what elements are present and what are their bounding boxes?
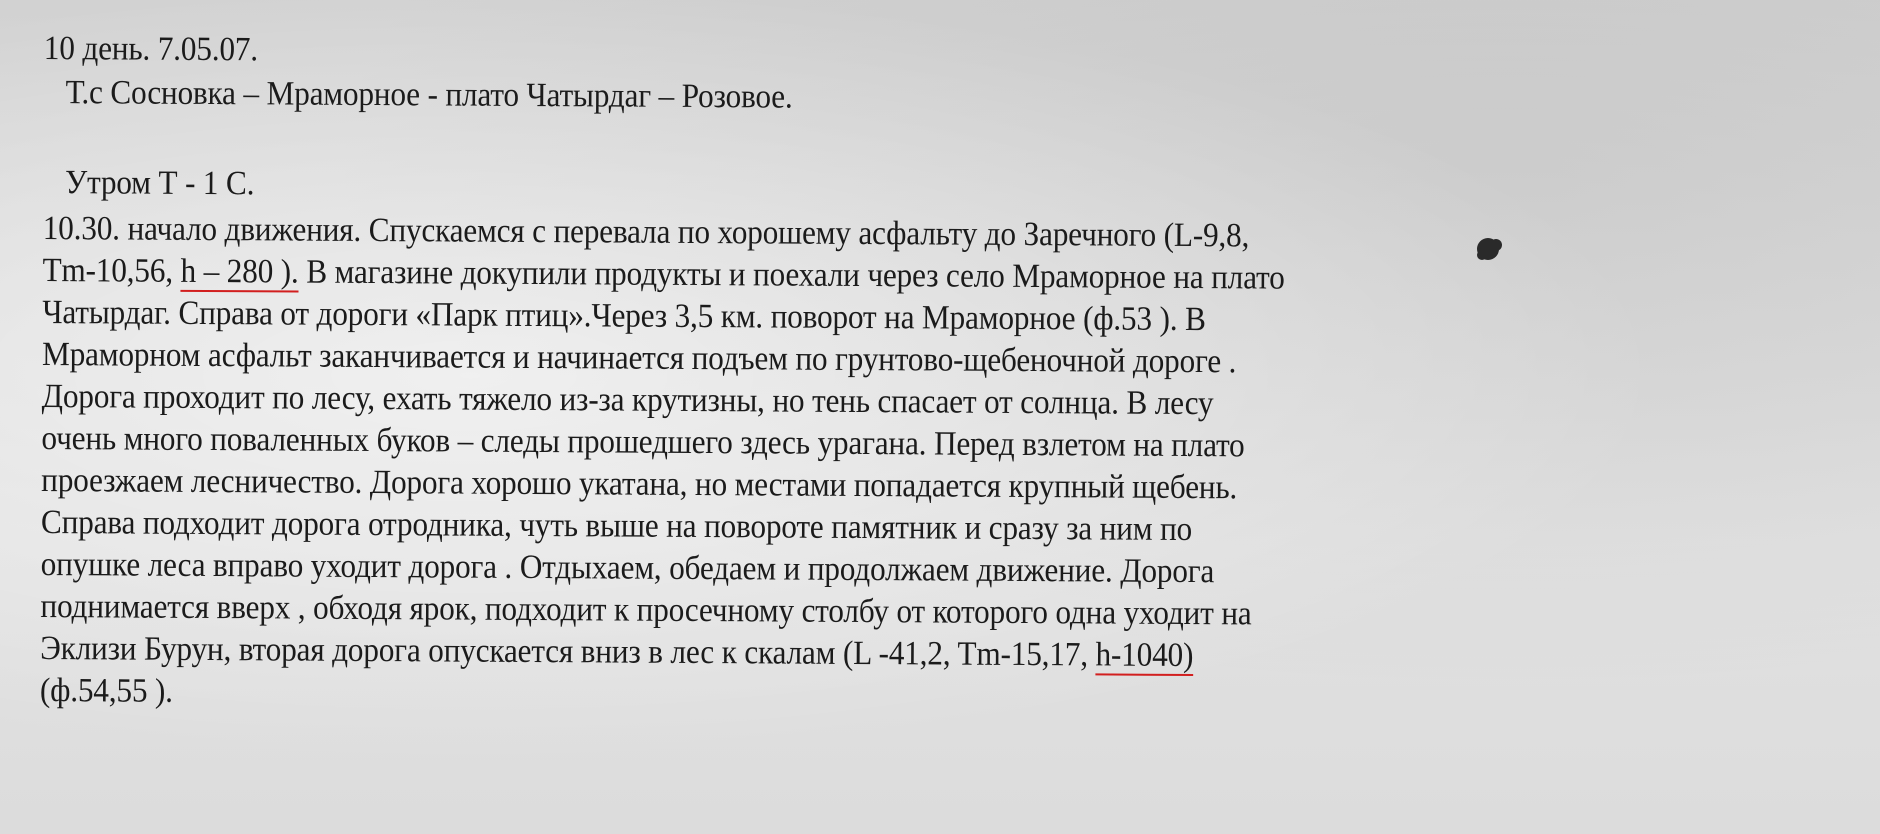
paragraph-line: проезжаем лесничество. Дорога хорошо укатана, но местами попадается крупный щебень. — [41, 461, 1238, 507]
morning-temperature: Утром Т - 1 С. — [64, 164, 255, 203]
paragraph-line: Чатырдаг. Справа от дороги «Парк птиц».Через 3,5 км. поворот на Мраморное (ф.53 ). В — [42, 293, 1206, 339]
highlighted-altitude-280: h – 280 ). — [180, 252, 299, 291]
paragraph-line: (ф.54,55 ). — [39, 671, 173, 710]
ink-blot — [1477, 238, 1499, 260]
paragraph-line: опушке леса вправо уходит дорога . Отдыхаем, обедаем и продолжаем движение. Дорога — [40, 545, 1215, 591]
highlighted-altitude-1040: h-1040) — [1095, 636, 1194, 675]
paragraph-line: 10.30. начало движения. Спускаемся с перевала по хорошему асфальту до Заречного (L-9,8, — [42, 209, 1250, 255]
paragraph-line: Tm-10,56, h – 280 ). В магазине докупили продукты и поехали через село Мраморное на плато — [42, 251, 1285, 297]
document-text — [40, 28, 1834, 723]
paragraph-line: Справа подходит дорога отродника, чуть выше на повороте памятник и сразу за ним по — [40, 503, 1193, 549]
paragraph-line: очень много поваленных буков – следы прошедшего здесь урагана. Перед взлетом на плато — [41, 419, 1245, 465]
paragraph-line: Эклизи Бурун, вторая дорога опускается вниз в лес к скалам (L -41,2, Tm-15,17, h-1040) — [40, 629, 1194, 675]
day-heading: 10 день. 7.05.07. — [43, 29, 259, 69]
paragraph-line: Мраморном асфальт заканчивается и начинается подъем по грунтово-щебеночной дороге . — [41, 335, 1237, 381]
paragraph-line: поднимается вверх , обходя ярок, подходит к просечному столбу от которого одна уходит на — [40, 587, 1252, 633]
route-title: Т.с Сосновка – Мраморное - плато Чатырдаг – Розовое. — [65, 74, 793, 116]
paragraph-line: Дорога проходит по лесу, ехать тяжело из-за крутизны, но тень спасает от солнца. В лесу — [41, 377, 1214, 423]
